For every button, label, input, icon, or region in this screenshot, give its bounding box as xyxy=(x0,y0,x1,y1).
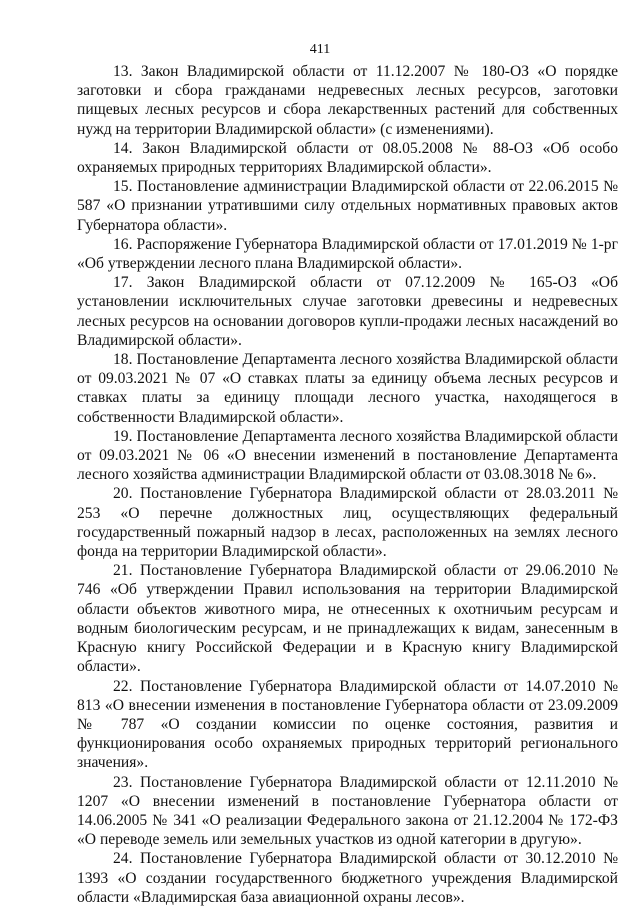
list-item-20: 20. Постановление Губернатора Владимирской области от 28.03.2011 № 253 «О перечне должностных лиц, осуществляющих федеральный государственный пожарный надзор в лесах, расположенных на землях лесного фонда на территории Владимирской области». xyxy=(77,485,618,561)
list-item-18: 18. Постановление Департамента лесного хозяйства Владимирской области от 09.03.2021 № 07 «О ставках платы за единицу объема лесных ресурсов и ставках платы за единицу площади лесного участка, находящегося в собственности Владимирской области». xyxy=(77,351,618,426)
list-item-15: 15. Постановление администрации Владимирской области от 22.06.2015 № 587 «О признании утратившими силу отдельных нормативных правовых актов Губернатора области». xyxy=(77,178,618,234)
list-item-19: 19. Постановление Департамента лесного хозяйства Владимирской области от 09.03.2021 № 06 «О внесении изменений в постановление Департамента лесного хозяйства администрации Владимирской области от 03.08.3018 № 6». xyxy=(77,427,618,484)
list-item-24: 24. Постановление Губернатора Владимирской области от 30.12.2010 № 1393 «О создании государственного бюджетного учреждения Владимирской области «Владимирская база авиационной охраны лесов». xyxy=(77,850,618,906)
list-item-21: 21. Постановление Губернатора Владимирской области от 29.06.2010 № 746 «Об утверждении Правил использования на территории Владимирской области объектов животного мира, не отнесенных к охотничьим ресурсам и водным биологическим ресурсам, и не принадлежащих к видам, занесенным в Красную книгу Российской Федерации и в Красную книгу Владимирской области». xyxy=(77,562,618,676)
page-number: 411 xyxy=(309,42,331,57)
list-item-16: 16. Распоряжение Губернатора Владимирской области от 17.01.2019 № 1-рг «Об утверждении лесного плана Владимирской области». xyxy=(77,235,618,273)
document-body xyxy=(77,62,618,907)
list-item-23: 23. Постановление Губернатора Владимирской области от 12.11.2010 № 1207 «О внесении изменений в постановление Губернатора области от 14.06.2005 № 341 «О реализации Федерального закона от 21.12.2004 № 172-ФЗ «О переводе земель или земельных участков из одной категории в другую». xyxy=(77,773,618,849)
list-item-17: 17. Закон Владимирской области от 07.12.2009 № 165-ОЗ «Об установлении исключительных случае заготовки древесины и недревесных лесных ресурсов на основании договоров купли-продажи лесных насаждений во Владимирской области». xyxy=(77,274,618,349)
list-item-22: 22. Постановление Губернатора Владимирской области от 14.07.2010 № 813 «О внесении изменения в постановление Губернатора области от 23.09.2009 № 787 «О создании комиссии по оценке состояния, развития и функционирования особо охраняемых природных территорий регионального значения». xyxy=(77,677,618,772)
list-item-14: 14. Закон Владимирской области от 08.05.2008 № 88-ОЗ «Об особо охраняемых природных территориях Владимирской области». xyxy=(77,139,618,177)
list-item-13: 13. Закон Владимирской области от 11.12.2007 № 180-ОЗ «О порядке заготовки и сбора гражданами недревесных лесных ресурсов, заготовки пищевых лесных ресурсов и сбора лекарственных растений для собственных нужд на территории Владимирской области» (с изменениями). xyxy=(77,63,618,138)
